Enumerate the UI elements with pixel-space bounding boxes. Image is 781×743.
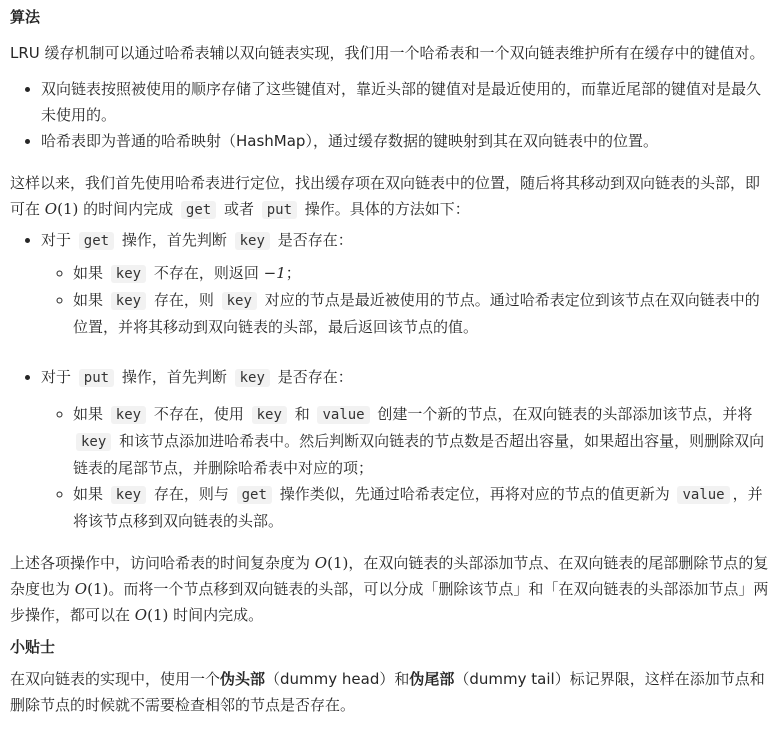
get-sub-list [41, 260, 772, 340]
code-put: put [262, 201, 297, 219]
list-item-hashmap: • 哈希表即为普通的哈希映射（HashMap），通过缓存数据的键映射到其在双向链表中的位置。 [41, 128, 772, 154]
code-put: put [79, 369, 114, 387]
tip-paragraph: 在双向链表的实现中，使用一个伪头部（dummy head）和伪尾部（dummy tail）标记界限，这样在添加节点和删除节点的时候就不需要检查相邻的节点是否存在。 [10, 670, 765, 714]
minus-one-math: −1 [263, 264, 286, 282]
code-get: get [79, 232, 114, 250]
code-value: value [317, 406, 369, 424]
bold-dummy-head: 伪头部 [220, 670, 266, 688]
intro-paragraph: LRU 缓存机制可以通过哈希表辅以双向链表实现，我们用一个哈希表和一个双向链表维护所有在缓存中的键值对。 [10, 44, 765, 62]
list-item-get: • 对于 get 操作，首先判断 key 是否存在： ◦ 如果 key 不存在，则返回 −1； ◦ 如果 key 存在，则 key 对应的节点是最近被使用的节点。通过哈希表定位到该节点在双向链表中的位置，并将其移动到双向链表的头部，最后返回该节点的值。 [41, 227, 772, 340]
heading-tip: 小贴士 [10, 638, 56, 656]
complexity-math: O(1) [74, 580, 109, 598]
code-get: get [237, 486, 272, 504]
put-sub-list [41, 401, 772, 534]
code-get: get [181, 201, 216, 219]
list-item-get-exists: ◦ 如果 key 存在，则 key 对应的节点是最近被使用的节点。通过哈希表定位到该节点在双向链表中的位置，并将其移动到双向链表的头部，最后返回该节点的值。 [73, 287, 772, 340]
complexity-math: O(1) [134, 606, 169, 624]
list-item-get-missing: ◦ 如果 key 不存在，则返回 −1； [73, 260, 772, 287]
list-item-put-exists: ◦ 如果 key 存在，则与 get 操作类似，先通过哈希表定位，再将对应的节点的值更新为 value ，并将该节点移到双向链表的头部。 [73, 481, 772, 534]
code-key: key [252, 406, 287, 424]
list-item-put-missing: ◦ 如果 key 不存在，使用 key 和 value 创建一个新的节点，在双向链表的头部添加该节点，并将 key 和该节点添加进哈希表中。然后判断双向链表的节点数是否超出容量，如果超出容量，则删除双向链表的尾部节点，并删除哈希表中对应的项； [73, 401, 772, 481]
operation-list [10, 227, 772, 534]
code-key: key [111, 406, 146, 424]
code-key: key [222, 292, 257, 310]
code-key: key [76, 433, 111, 451]
code-value: value [677, 486, 729, 504]
code-key: key [235, 369, 270, 387]
complexity-math: O(1) [44, 200, 79, 218]
complexity-paragraph: 上述各项操作中，访问哈希表的时间复杂度为 O(1)，在双向链表的头部添加节点、在双向链表的尾部删除节点的复杂度也为 O(1)。而将一个节点移到双向链表的头部，可以分成「删除该节点」和「在双向链表的头部添加节点」两步操作，都可以在 O(1) 时间内完成。 [10, 554, 769, 624]
complexity-math: O(1) [314, 554, 349, 572]
list-item-linked-list: • 双向链表按照被使用的顺序存储了这些键值对，靠近头部的键值对是最近使用的，而靠近尾部的键值对是最久未使用的。 [41, 76, 772, 128]
code-key: key [111, 486, 146, 504]
bold-dummy-tail: 伪尾部 [409, 670, 455, 688]
heading-algorithm: 算法 [10, 8, 41, 26]
list-item-put: • 对于 put 操作，首先判断 key 是否存在： ◦ 如果 key 不存在，使用 key 和 value 创建一个新的节点，在双向链表的头部添加该节点，并将 key 和该节点添加进哈希表中。然后判断双向链表的节点数是否超出容量，如果超出容量，则删除双向链表的尾部节点，并删除哈希表中对应的项； ◦ 如果 key 存在，则与 get 操作类似，先通过哈希表定位，再将对应的节点的值更新为 value ，并将该节点移到双向链表的头部。 [41, 364, 772, 534]
code-key: key [111, 265, 146, 283]
method-paragraph: 这样以来，我们首先使用哈希表进行定位，找出缓存项在双向链表中的位置，随后将其移动到双向链表的头部，即可在 O(1) 的时间内完成 get 或者 put 操作。具体的方法如下： [10, 174, 761, 218]
code-key: key [111, 292, 146, 310]
structure-list [10, 76, 772, 154]
code-key: key [235, 232, 270, 250]
